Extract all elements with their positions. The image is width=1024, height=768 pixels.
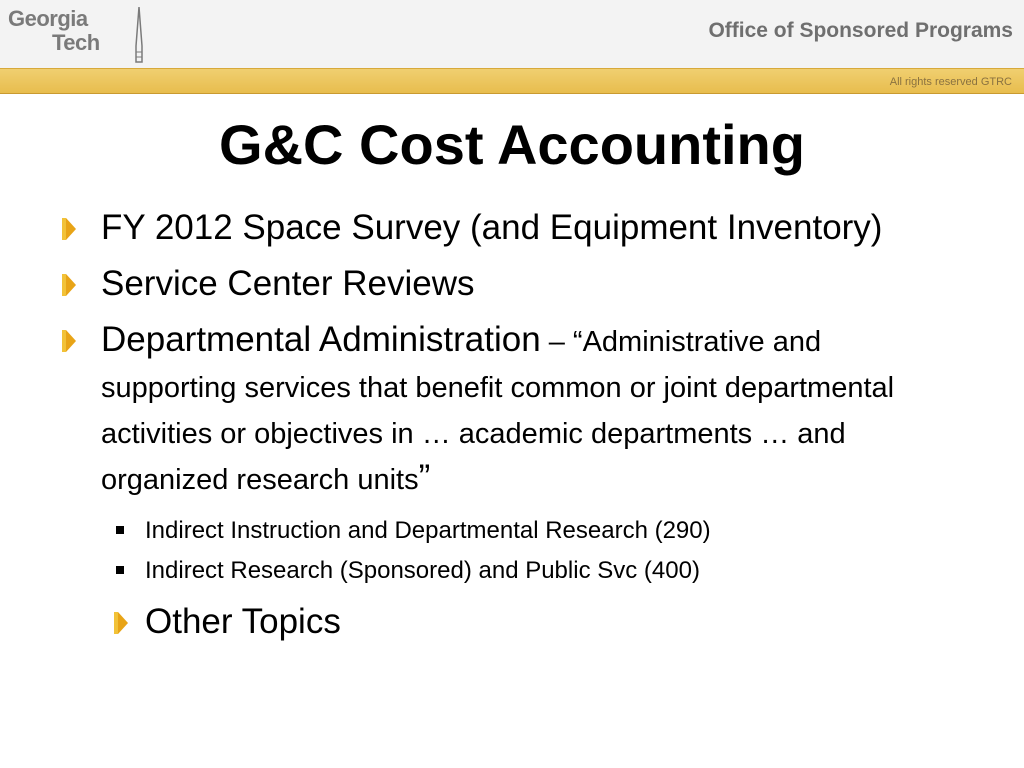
yellow-arrow-bullet-icon — [60, 328, 80, 354]
bullet-dash: – “ — [540, 326, 583, 358]
square-bullet-icon — [116, 526, 124, 534]
bullet-quote: Administrative and supporting services that benefit common or joint departmental activities or objectives in … academic departments … and organized research units — [101, 326, 895, 496]
bullet-quote-end: ” — [418, 458, 431, 497]
bullet-text: Other Topics — [145, 602, 341, 641]
bullet-item — [60, 599, 960, 645]
georgia-tech-logo — [8, 6, 148, 64]
bullet-item — [60, 261, 960, 307]
sub-bullet-text: Indirect Research (Sponsored) and Public Svc (400) — [145, 557, 700, 584]
bullet-text: Departmental Administration — [101, 320, 541, 359]
tech-tower-icon — [129, 6, 149, 64]
square-bullet-icon — [116, 566, 124, 574]
slide-title: G&C Cost Accounting — [219, 113, 805, 176]
sub-bullet-text: Indirect Instruction and Departmental Research (290) — [145, 517, 711, 544]
sub-bullet-item — [60, 511, 960, 551]
bullet-text: FY 2012 Space Survey (and Equipment Inventory) — [101, 208, 883, 247]
bullet-item — [60, 205, 960, 251]
yellow-arrow-bullet-icon — [60, 272, 80, 298]
yellow-arrow-bullet-icon — [60, 216, 80, 242]
logo-word-tech: Tech — [52, 30, 100, 55]
slide-body — [60, 205, 960, 645]
bullet-text: Service Center Reviews — [101, 264, 475, 303]
bullet-item — [60, 317, 960, 501]
copyright-notice: All rights reserved GTRC — [889, 76, 1012, 88]
yellow-arrow-bullet-icon — [112, 610, 132, 636]
gold-header-band — [0, 68, 1024, 94]
slide-header — [0, 0, 1024, 68]
logo-word-georgia: Georgia — [8, 6, 88, 31]
office-name: Office of Sponsored Programs — [708, 19, 1013, 42]
sub-bullet-item — [60, 551, 960, 591]
